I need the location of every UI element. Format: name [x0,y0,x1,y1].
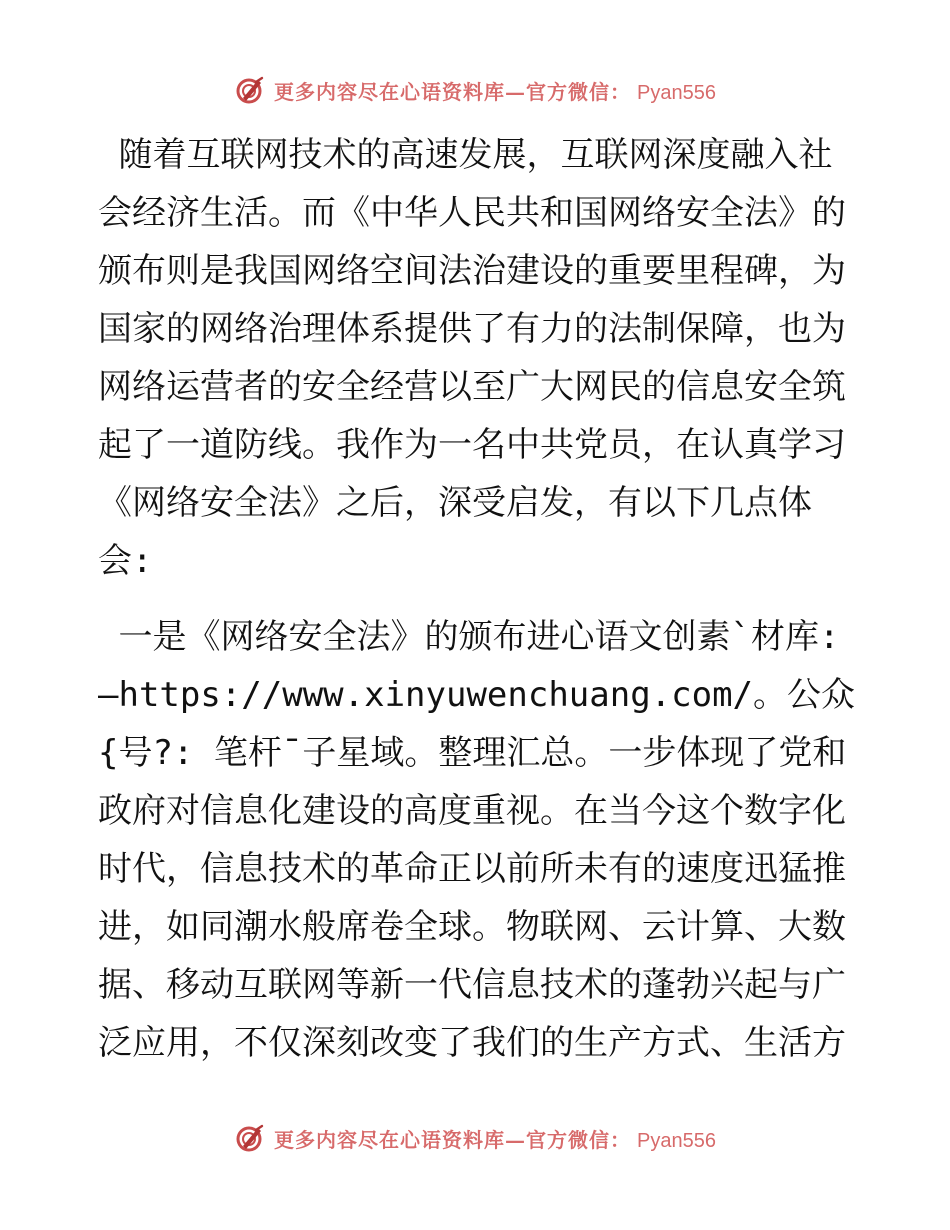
footer-brand-handle: Pyan556 [637,1129,716,1152]
document-body [98,126,858,1072]
header-brand-text [274,76,716,105]
header-brand-handle: Pyan556 [637,81,716,104]
footer-brand-text [274,1124,716,1153]
header-brand [0,70,950,110]
quill-seal-icon [234,74,266,106]
footer-brand-label: 更多内容尽在心语资料库—官方微信： [274,1127,632,1152]
paragraph-point-one: 一是《网络安全法》的颁布进心语文创素`材库:—https://www.xinyuwenchuang.com/。公众{号?: 笔杆¯子星域。整理汇总。一步体现了党和政府对信息化建设的高度重视。在当今这个数字化时代，信息技术的革命正以前所未有的速度迅猛推进，如同潮水般席卷全球。物联网、云计算、大数据、移动互联网等新一代信息技术的蓬勃兴起与广泛应用，不仅深刻改变了我们的生产方式、生活方 [98,617,856,1063]
footer-brand [0,1118,950,1158]
quill-seal-icon [234,1122,266,1154]
paragraph-intro: 随着互联网技术的高速发展，互联网深度融入社会经济生活。而《中华人民共和国网络安全法》的颁布则是我国网络空间法治建设的重要里程碑，为国家的网络治理体系提供了有力的法制保障，也为网络运营者的安全经营以至广大网民的信息安全筑起了一道防线。我作为一名中共党员，在认真学习《网络安全法》之后，深受启发，有以下几点体会: [98,135,846,581]
header-brand-label: 更多内容尽在心语资料库—官方微信： [274,79,632,104]
